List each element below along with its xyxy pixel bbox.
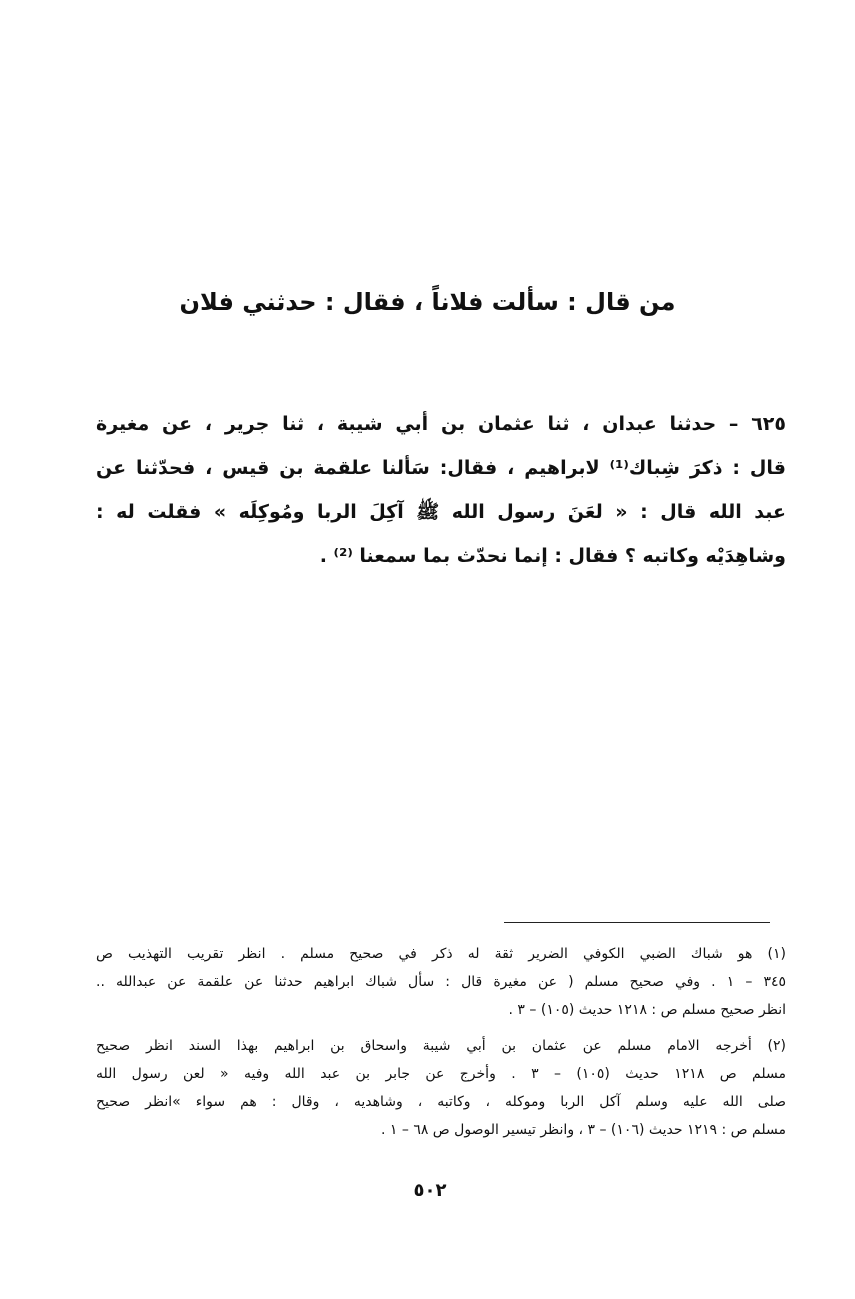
hadith-line: عبد الله قال : « لعَنَ رسول الله ﷺ آكِلَ الربا ومُوكِلَه » فقلت له : — [96, 501, 786, 523]
footnote-line: ٣٤٥ – ١ . وفي صحيح مسلم ( عن مغيرة قال : سأل شباك ابراهيم حدثنا عن علقمة عن عبدالله .. — [96, 974, 787, 990]
footnote-line: مسلم ص : ١٢١٩ حديث (١٠٦) – ٣ ، وانظر تيسير الوصول ص ٦٨ – ١ . — [380, 1122, 786, 1138]
footnotes — [96, 940, 786, 1144]
footnote-line: صلى الله عليه وسلم آكل الربا وموكله ، وكاتبه ، وشاهديه ، وقال : هم سواء »انظر صحيح — [96, 1094, 786, 1110]
chapter-title: من قال : سألت فلاناً ، فقال : حدثني فلان — [179, 288, 676, 316]
hadith-body — [96, 402, 786, 578]
footnote-line: (١) هو شباك الضبي الكوفي الضرير ثقة له ذكر في صحيح مسلم . انظر تقريب التهذيب ص — [96, 946, 786, 962]
page-number: ٥٠٢ — [413, 1180, 447, 1201]
footnote-2 — [96, 1032, 786, 1144]
footnote-line: انظر صحيح مسلم ص : ١٢١٨ حديث (١٠٥) – ٣ . — [508, 1002, 786, 1018]
footnote-line: (٢) أخرجه الامام مسلم عن عثمان بن أبي شيبة واسحاق بن ابراهيم بهذا السند انظر صحيح — [96, 1038, 786, 1054]
hadith-line: ٦٢٥ – حدثنا عبدان ، ثنا عثمان بن أبي شيبة ، ثنا جرير ، عن مغيرة — [96, 413, 786, 435]
footnote-line: مسلم ص ١٢١٨ حديث (١٠٥) – ٣ . وأخرج عن جابر بن عبد الله وفيه « لعن رسول الله — [96, 1066, 786, 1082]
footnote-1 — [96, 940, 786, 1024]
hadith-line: وشاهِدَيْه وكاتبه ؟ فقال : إنما نحدّث بما سمعنا ⁽²⁾ . — [319, 545, 786, 567]
hadith-line: قال : ذكرَ شِباك⁽¹⁾ لابراهيم ، فقال: سَألنا علقمة بن قيس ، فحدّثنا عن — [96, 457, 786, 479]
footnote-divider — [504, 922, 770, 923]
